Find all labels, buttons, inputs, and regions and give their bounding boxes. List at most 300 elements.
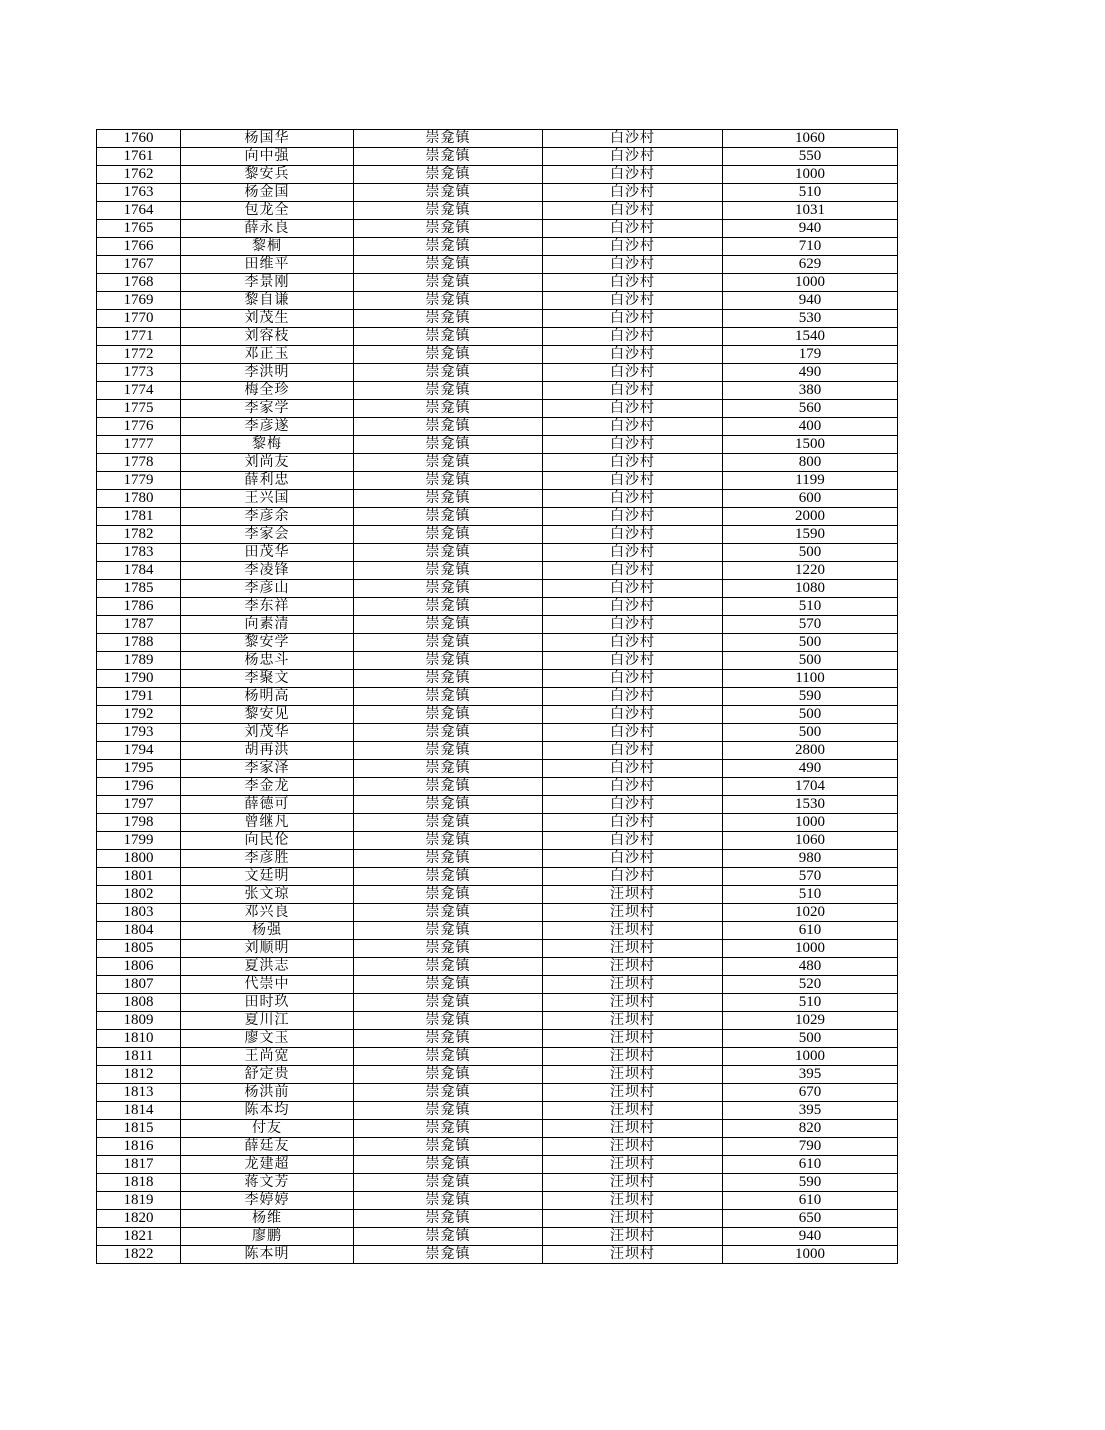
cell-village: 白沙村 xyxy=(543,598,723,616)
cell-name: 刘尚友 xyxy=(181,454,354,472)
cell-amount: 510 xyxy=(723,886,898,904)
cell-amount: 1060 xyxy=(723,130,898,148)
cell-town: 崇龛镇 xyxy=(354,670,543,688)
cell-town: 崇龛镇 xyxy=(354,544,543,562)
cell-amount: 629 xyxy=(723,256,898,274)
cell-index: 1822 xyxy=(97,1246,181,1264)
cell-amount: 500 xyxy=(723,706,898,724)
cell-village: 白沙村 xyxy=(543,292,723,310)
cell-amount: 2800 xyxy=(723,742,898,760)
cell-name: 陈本均 xyxy=(181,1102,354,1120)
cell-index: 1821 xyxy=(97,1228,181,1246)
cell-name: 蒋文芳 xyxy=(181,1174,354,1192)
cell-town: 崇龛镇 xyxy=(354,220,543,238)
cell-amount: 1031 xyxy=(723,202,898,220)
table-row xyxy=(97,310,898,328)
cell-town: 崇龛镇 xyxy=(354,184,543,202)
cell-name: 杨维 xyxy=(181,1210,354,1228)
cell-name: 李景刚 xyxy=(181,274,354,292)
cell-index: 1814 xyxy=(97,1102,181,1120)
cell-index: 1784 xyxy=(97,562,181,580)
cell-index: 1797 xyxy=(97,796,181,814)
cell-amount: 1080 xyxy=(723,580,898,598)
table-row xyxy=(97,1120,898,1138)
table-row xyxy=(97,148,898,166)
table-row xyxy=(97,364,898,382)
cell-name: 李彦胜 xyxy=(181,850,354,868)
cell-name: 廖鹏 xyxy=(181,1228,354,1246)
cell-name: 李东祥 xyxy=(181,598,354,616)
cell-amount: 500 xyxy=(723,544,898,562)
table-row xyxy=(97,796,898,814)
cell-village: 汪坝村 xyxy=(543,1120,723,1138)
cell-index: 1779 xyxy=(97,472,181,490)
cell-index: 1778 xyxy=(97,454,181,472)
cell-index: 1812 xyxy=(97,1066,181,1084)
table-row xyxy=(97,1012,898,1030)
table-row xyxy=(97,1048,898,1066)
cell-amount: 179 xyxy=(723,346,898,364)
table-row xyxy=(97,598,898,616)
cell-name: 张文琼 xyxy=(181,886,354,904)
table-row xyxy=(97,274,898,292)
cell-amount: 590 xyxy=(723,688,898,706)
cell-amount: 400 xyxy=(723,418,898,436)
cell-town: 崇龛镇 xyxy=(354,724,543,742)
table-row xyxy=(97,652,898,670)
cell-village: 白沙村 xyxy=(543,508,723,526)
cell-village: 白沙村 xyxy=(543,580,723,598)
table-row xyxy=(97,1084,898,1102)
cell-town: 崇龛镇 xyxy=(354,688,543,706)
cell-name: 刘茂生 xyxy=(181,310,354,328)
table-row xyxy=(97,1138,898,1156)
cell-index: 1804 xyxy=(97,922,181,940)
cell-town: 崇龛镇 xyxy=(354,148,543,166)
cell-town: 崇龛镇 xyxy=(354,976,543,994)
cell-amount: 380 xyxy=(723,382,898,400)
cell-index: 1770 xyxy=(97,310,181,328)
cell-amount: 1060 xyxy=(723,832,898,850)
cell-town: 崇龛镇 xyxy=(354,598,543,616)
cell-amount: 1020 xyxy=(723,904,898,922)
cell-index: 1775 xyxy=(97,400,181,418)
cell-amount: 520 xyxy=(723,976,898,994)
cell-index: 1786 xyxy=(97,598,181,616)
cell-town: 崇龛镇 xyxy=(354,472,543,490)
cell-name: 陈本明 xyxy=(181,1246,354,1264)
data-table xyxy=(96,129,898,1264)
cell-town: 崇龛镇 xyxy=(354,562,543,580)
table-row xyxy=(97,850,898,868)
cell-amount: 1000 xyxy=(723,814,898,832)
cell-village: 白沙村 xyxy=(543,418,723,436)
cell-amount: 550 xyxy=(723,148,898,166)
cell-index: 1795 xyxy=(97,760,181,778)
table-row xyxy=(97,130,898,148)
cell-village: 白沙村 xyxy=(543,184,723,202)
table-row xyxy=(97,292,898,310)
cell-village: 白沙村 xyxy=(543,202,723,220)
cell-index: 1774 xyxy=(97,382,181,400)
cell-village: 白沙村 xyxy=(543,364,723,382)
cell-village: 汪坝村 xyxy=(543,886,723,904)
cell-village: 白沙村 xyxy=(543,652,723,670)
cell-name: 薛德可 xyxy=(181,796,354,814)
cell-name: 李凌锋 xyxy=(181,562,354,580)
cell-name: 曾继凡 xyxy=(181,814,354,832)
cell-name: 薛永良 xyxy=(181,220,354,238)
cell-village: 白沙村 xyxy=(543,382,723,400)
cell-name: 黎梅 xyxy=(181,436,354,454)
table-row xyxy=(97,382,898,400)
cell-index: 1783 xyxy=(97,544,181,562)
cell-amount: 1500 xyxy=(723,436,898,454)
cell-village: 汪坝村 xyxy=(543,1138,723,1156)
cell-village: 白沙村 xyxy=(543,670,723,688)
cell-name: 李聚文 xyxy=(181,670,354,688)
table-row xyxy=(97,1174,898,1192)
table-row xyxy=(97,814,898,832)
table-row xyxy=(97,1066,898,1084)
table-row xyxy=(97,832,898,850)
cell-index: 1789 xyxy=(97,652,181,670)
cell-amount: 940 xyxy=(723,292,898,310)
cell-amount: 1704 xyxy=(723,778,898,796)
cell-town: 崇龛镇 xyxy=(354,490,543,508)
cell-amount: 590 xyxy=(723,1174,898,1192)
cell-name: 李金龙 xyxy=(181,778,354,796)
table-row xyxy=(97,202,898,220)
table-body xyxy=(97,130,898,1264)
cell-amount: 1590 xyxy=(723,526,898,544)
cell-town: 崇龛镇 xyxy=(354,310,543,328)
cell-town: 崇龛镇 xyxy=(354,1210,543,1228)
cell-town: 崇龛镇 xyxy=(354,130,543,148)
cell-index: 1803 xyxy=(97,904,181,922)
cell-town: 崇龛镇 xyxy=(354,1084,543,1102)
cell-name: 李彦余 xyxy=(181,508,354,526)
cell-town: 崇龛镇 xyxy=(354,760,543,778)
cell-name: 杨金国 xyxy=(181,184,354,202)
cell-village: 汪坝村 xyxy=(543,1012,723,1030)
table-row xyxy=(97,958,898,976)
cell-name: 黎安学 xyxy=(181,634,354,652)
cell-index: 1808 xyxy=(97,994,181,1012)
cell-amount: 570 xyxy=(723,616,898,634)
cell-name: 黎安见 xyxy=(181,706,354,724)
cell-amount: 530 xyxy=(723,310,898,328)
cell-index: 1780 xyxy=(97,490,181,508)
cell-town: 崇龛镇 xyxy=(354,1156,543,1174)
cell-index: 1819 xyxy=(97,1192,181,1210)
cell-village: 白沙村 xyxy=(543,616,723,634)
cell-name: 刘顺明 xyxy=(181,940,354,958)
cell-index: 1793 xyxy=(97,724,181,742)
cell-name: 龙建超 xyxy=(181,1156,354,1174)
cell-village: 汪坝村 xyxy=(543,1102,723,1120)
cell-village: 白沙村 xyxy=(543,562,723,580)
cell-index: 1818 xyxy=(97,1174,181,1192)
cell-name: 刘容枝 xyxy=(181,328,354,346)
cell-index: 1773 xyxy=(97,364,181,382)
cell-amount: 510 xyxy=(723,598,898,616)
cell-index: 1761 xyxy=(97,148,181,166)
cell-amount: 1000 xyxy=(723,1246,898,1264)
cell-amount: 1530 xyxy=(723,796,898,814)
cell-index: 1811 xyxy=(97,1048,181,1066)
cell-town: 崇龛镇 xyxy=(354,994,543,1012)
cell-index: 1785 xyxy=(97,580,181,598)
cell-town: 崇龛镇 xyxy=(354,868,543,886)
cell-town: 崇龛镇 xyxy=(354,1048,543,1066)
cell-amount: 800 xyxy=(723,454,898,472)
table-row xyxy=(97,562,898,580)
cell-name: 代崇中 xyxy=(181,976,354,994)
cell-amount: 1000 xyxy=(723,166,898,184)
cell-amount: 500 xyxy=(723,724,898,742)
cell-amount: 1000 xyxy=(723,1048,898,1066)
table-row xyxy=(97,1102,898,1120)
cell-village: 汪坝村 xyxy=(543,994,723,1012)
cell-village: 白沙村 xyxy=(543,400,723,418)
cell-town: 崇龛镇 xyxy=(354,904,543,922)
cell-town: 崇龛镇 xyxy=(354,1246,543,1264)
cell-index: 1763 xyxy=(97,184,181,202)
cell-amount: 510 xyxy=(723,184,898,202)
cell-village: 白沙村 xyxy=(543,454,723,472)
table-row xyxy=(97,256,898,274)
cell-town: 崇龛镇 xyxy=(354,1174,543,1192)
cell-village: 白沙村 xyxy=(543,346,723,364)
cell-index: 1766 xyxy=(97,238,181,256)
cell-index: 1764 xyxy=(97,202,181,220)
cell-village: 白沙村 xyxy=(543,148,723,166)
cell-index: 1788 xyxy=(97,634,181,652)
table-row xyxy=(97,346,898,364)
cell-village: 白沙村 xyxy=(543,742,723,760)
cell-name: 包龙全 xyxy=(181,202,354,220)
cell-town: 崇龛镇 xyxy=(354,166,543,184)
cell-town: 崇龛镇 xyxy=(354,202,543,220)
table-row xyxy=(97,166,898,184)
cell-town: 崇龛镇 xyxy=(354,256,543,274)
cell-name: 杨忠斗 xyxy=(181,652,354,670)
cell-index: 1820 xyxy=(97,1210,181,1228)
cell-amount: 940 xyxy=(723,1228,898,1246)
cell-village: 白沙村 xyxy=(543,850,723,868)
cell-name: 李家泽 xyxy=(181,760,354,778)
cell-village: 白沙村 xyxy=(543,544,723,562)
table-row xyxy=(97,454,898,472)
cell-village: 汪坝村 xyxy=(543,940,723,958)
cell-village: 白沙村 xyxy=(543,238,723,256)
cell-town: 崇龛镇 xyxy=(354,418,543,436)
cell-village: 白沙村 xyxy=(543,130,723,148)
cell-name: 付友 xyxy=(181,1120,354,1138)
cell-amount: 1100 xyxy=(723,670,898,688)
table-row xyxy=(97,724,898,742)
table-row xyxy=(97,778,898,796)
cell-town: 崇龛镇 xyxy=(354,616,543,634)
cell-amount: 610 xyxy=(723,1156,898,1174)
cell-amount: 570 xyxy=(723,868,898,886)
cell-town: 崇龛镇 xyxy=(354,706,543,724)
cell-village: 白沙村 xyxy=(543,328,723,346)
cell-amount: 500 xyxy=(723,652,898,670)
cell-village: 汪坝村 xyxy=(543,976,723,994)
cell-index: 1816 xyxy=(97,1138,181,1156)
cell-index: 1772 xyxy=(97,346,181,364)
cell-town: 崇龛镇 xyxy=(354,796,543,814)
cell-name: 刘茂华 xyxy=(181,724,354,742)
cell-amount: 1199 xyxy=(723,472,898,490)
cell-index: 1777 xyxy=(97,436,181,454)
table-row xyxy=(97,1228,898,1246)
cell-town: 崇龛镇 xyxy=(354,1102,543,1120)
cell-amount: 600 xyxy=(723,490,898,508)
cell-index: 1813 xyxy=(97,1084,181,1102)
table-row xyxy=(97,580,898,598)
cell-village: 汪坝村 xyxy=(543,904,723,922)
cell-name: 向中强 xyxy=(181,148,354,166)
cell-village: 汪坝村 xyxy=(543,1174,723,1192)
cell-index: 1794 xyxy=(97,742,181,760)
cell-village: 白沙村 xyxy=(543,274,723,292)
cell-village: 汪坝村 xyxy=(543,1228,723,1246)
cell-village: 白沙村 xyxy=(543,310,723,328)
table-row xyxy=(97,508,898,526)
cell-town: 崇龛镇 xyxy=(354,508,543,526)
cell-village: 白沙村 xyxy=(543,436,723,454)
cell-town: 崇龛镇 xyxy=(354,742,543,760)
cell-amount: 500 xyxy=(723,634,898,652)
cell-index: 1805 xyxy=(97,940,181,958)
cell-index: 1769 xyxy=(97,292,181,310)
cell-name: 李婷婷 xyxy=(181,1192,354,1210)
cell-name: 李家会 xyxy=(181,526,354,544)
cell-town: 崇龛镇 xyxy=(354,886,543,904)
cell-name: 黎自谦 xyxy=(181,292,354,310)
cell-name: 田茂华 xyxy=(181,544,354,562)
cell-index: 1787 xyxy=(97,616,181,634)
cell-name: 胡再洪 xyxy=(181,742,354,760)
cell-amount: 395 xyxy=(723,1102,898,1120)
table-row xyxy=(97,1192,898,1210)
table-row xyxy=(97,706,898,724)
cell-town: 崇龛镇 xyxy=(354,958,543,976)
cell-town: 崇龛镇 xyxy=(354,526,543,544)
cell-town: 崇龛镇 xyxy=(354,238,543,256)
table-row xyxy=(97,238,898,256)
cell-amount: 480 xyxy=(723,958,898,976)
cell-index: 1792 xyxy=(97,706,181,724)
cell-name: 向民伦 xyxy=(181,832,354,850)
cell-village: 汪坝村 xyxy=(543,922,723,940)
cell-name: 李洪明 xyxy=(181,364,354,382)
cell-town: 崇龛镇 xyxy=(354,400,543,418)
cell-town: 崇龛镇 xyxy=(354,382,543,400)
cell-index: 1800 xyxy=(97,850,181,868)
table-row xyxy=(97,418,898,436)
cell-name: 梅全珍 xyxy=(181,382,354,400)
cell-name: 杨国华 xyxy=(181,130,354,148)
cell-amount: 490 xyxy=(723,364,898,382)
cell-name: 薛廷友 xyxy=(181,1138,354,1156)
table-row xyxy=(97,1210,898,1228)
cell-name: 舒定贵 xyxy=(181,1066,354,1084)
cell-town: 崇龛镇 xyxy=(354,922,543,940)
cell-index: 1810 xyxy=(97,1030,181,1048)
cell-name: 黎桐 xyxy=(181,238,354,256)
cell-town: 崇龛镇 xyxy=(354,778,543,796)
cell-name: 邓正玉 xyxy=(181,346,354,364)
cell-village: 白沙村 xyxy=(543,256,723,274)
cell-village: 白沙村 xyxy=(543,832,723,850)
cell-amount: 710 xyxy=(723,238,898,256)
cell-index: 1799 xyxy=(97,832,181,850)
table-row xyxy=(97,472,898,490)
table-row xyxy=(97,688,898,706)
cell-amount: 490 xyxy=(723,760,898,778)
cell-village: 白沙村 xyxy=(543,634,723,652)
cell-index: 1806 xyxy=(97,958,181,976)
cell-village: 汪坝村 xyxy=(543,1210,723,1228)
cell-name: 田维平 xyxy=(181,256,354,274)
cell-town: 崇龛镇 xyxy=(354,940,543,958)
cell-amount: 1540 xyxy=(723,328,898,346)
cell-village: 白沙村 xyxy=(543,814,723,832)
cell-index: 1760 xyxy=(97,130,181,148)
cell-village: 白沙村 xyxy=(543,706,723,724)
cell-amount: 560 xyxy=(723,400,898,418)
table-row xyxy=(97,994,898,1012)
table-row xyxy=(97,634,898,652)
cell-town: 崇龛镇 xyxy=(354,1030,543,1048)
table-row xyxy=(97,184,898,202)
cell-index: 1796 xyxy=(97,778,181,796)
cell-name: 廖文玉 xyxy=(181,1030,354,1048)
cell-town: 崇龛镇 xyxy=(354,274,543,292)
table-row xyxy=(97,526,898,544)
cell-village: 汪坝村 xyxy=(543,1192,723,1210)
table-row xyxy=(97,742,898,760)
cell-name: 文廷明 xyxy=(181,868,354,886)
cell-town: 崇龛镇 xyxy=(354,652,543,670)
table-row xyxy=(97,922,898,940)
cell-amount: 610 xyxy=(723,1192,898,1210)
cell-index: 1771 xyxy=(97,328,181,346)
cell-town: 崇龛镇 xyxy=(354,1012,543,1030)
cell-village: 白沙村 xyxy=(543,724,723,742)
cell-town: 崇龛镇 xyxy=(354,328,543,346)
cell-name: 王尚宽 xyxy=(181,1048,354,1066)
cell-amount: 980 xyxy=(723,850,898,868)
cell-amount: 510 xyxy=(723,994,898,1012)
cell-town: 崇龛镇 xyxy=(354,436,543,454)
cell-amount: 940 xyxy=(723,220,898,238)
table-row xyxy=(97,1246,898,1264)
cell-name: 夏洪志 xyxy=(181,958,354,976)
cell-village: 白沙村 xyxy=(543,688,723,706)
cell-index: 1762 xyxy=(97,166,181,184)
cell-name: 杨强 xyxy=(181,922,354,940)
table-row xyxy=(97,616,898,634)
cell-town: 崇龛镇 xyxy=(354,814,543,832)
table-row xyxy=(97,976,898,994)
cell-index: 1790 xyxy=(97,670,181,688)
cell-village: 白沙村 xyxy=(543,760,723,778)
